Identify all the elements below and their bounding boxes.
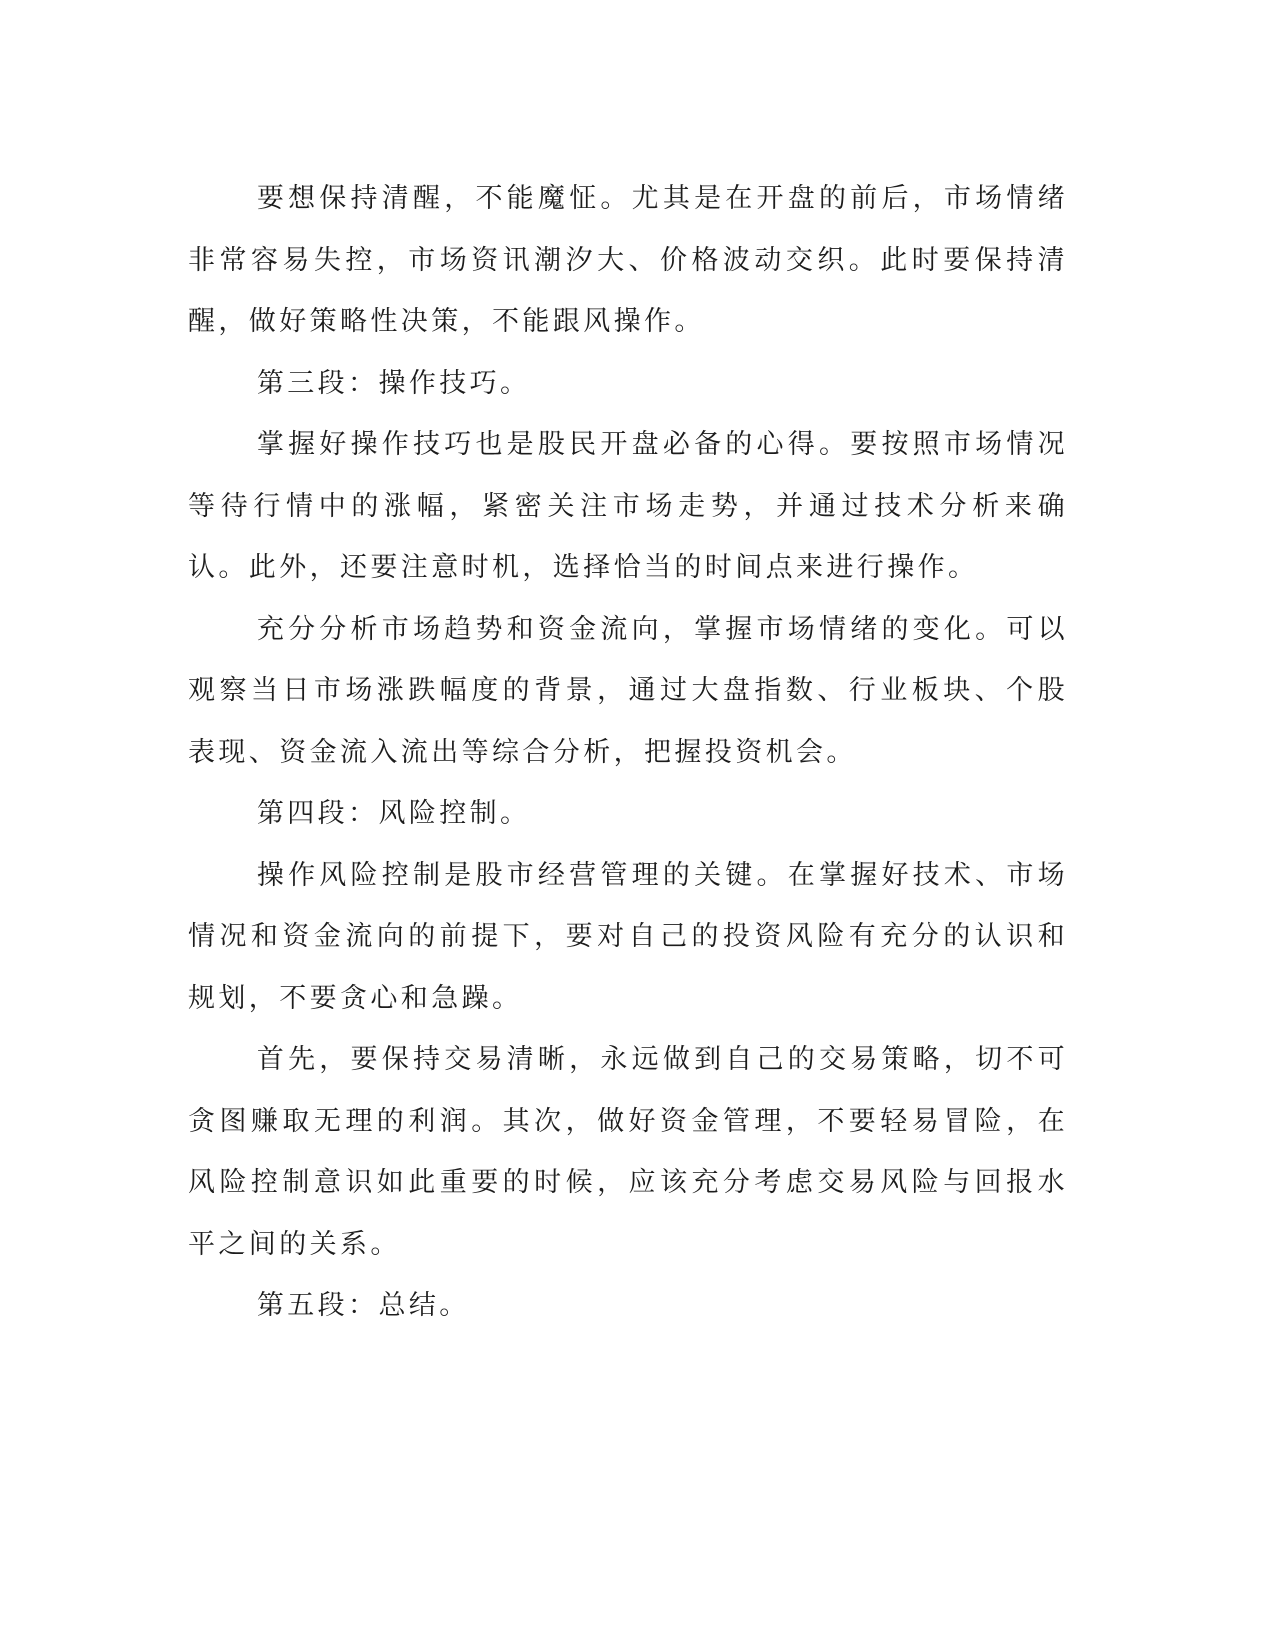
section-heading-5: 第五段：总结。: [256, 1290, 470, 1321]
document-body: [188, 168, 1068, 1337]
section-heading-4: 第四段：风险控制。: [256, 798, 531, 829]
paragraph-trading-discipline: 首先，要保持交易清晰，永远做到自己的交易策略，切不可贪图赚取无理的利润。其次，做好资金管理，不要轻易冒险，在风险控制意识如此重要的时候，应该充分考虑交易风险与回报水平之间的关系。: [188, 1044, 1068, 1260]
paragraph-risk-control: 操作风险控制是股市经营管理的关键。在掌握好技术、市场情况和资金流向的前提下，要对自己的投资风险有充分的认识和规划，不要贪心和急躁。: [188, 859, 1068, 1014]
section-heading-3: 第三段：操作技巧。: [256, 367, 531, 399]
paragraph-operation-skills: 掌握好操作技巧也是股民开盘必备的心得。要按照市场情况等待行情中的涨幅，紧密关注市场走势，并通过技术分析来确认。此外，还要注意时机，选择恰当的时间点来进行操作。: [188, 429, 1068, 583]
paragraph-stay-clear: 要想保持清醒，不能魔怔。尤其是在开盘的前后，市场情绪非常容易失控，市场资讯潮汐大、价格波动交织。此时要保持清醒，做好策略性决策，不能跟风操作。: [188, 183, 1068, 337]
paragraph-market-analysis: 充分分析市场趋势和资金流向，掌握市场情绪的变化。可以观察当日市场涨跌幅度的背景，通过大盘指数、行业板块、个股表现、资金流入流出等综合分析，把握投资机会。: [188, 613, 1068, 768]
